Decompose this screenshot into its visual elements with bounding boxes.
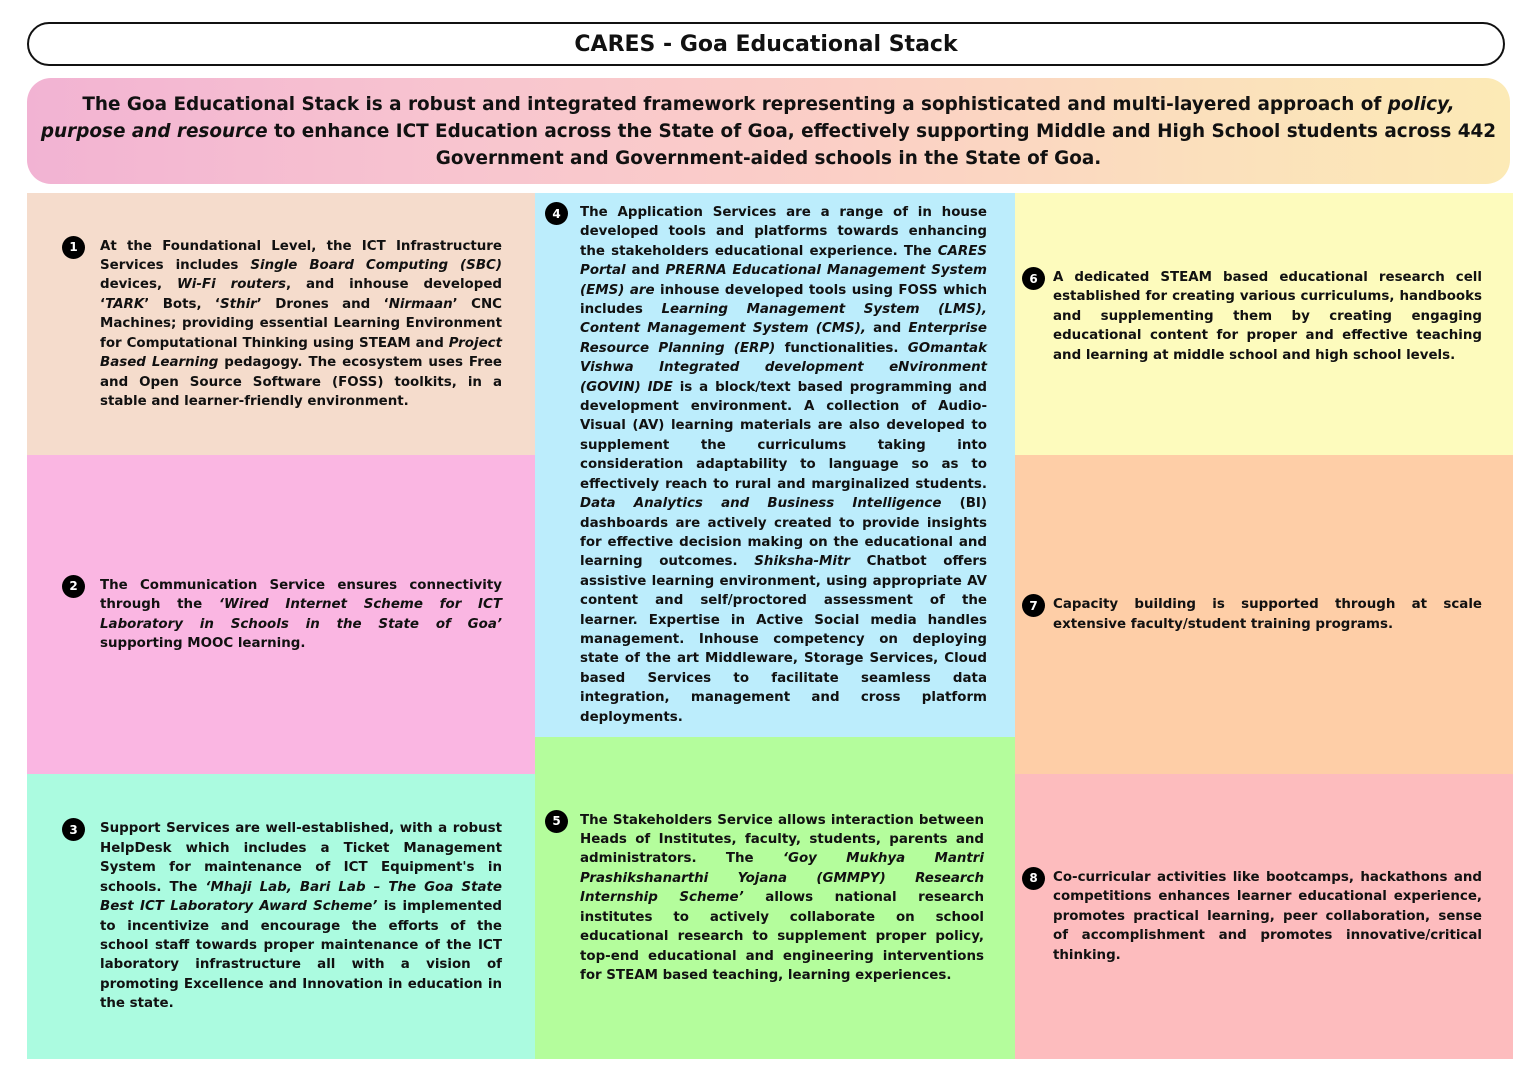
- stack-layer-1: [27, 193, 535, 455]
- text-segment: and: [625, 263, 666, 279]
- emphasized-text: Shiksha-Mitr: [754, 554, 850, 570]
- stack-layer-7: [1015, 455, 1513, 774]
- stack-layer-8: [1015, 774, 1513, 1059]
- emphasized-text: Sthir: [220, 296, 257, 312]
- layer-number-badge: 3: [62, 818, 85, 841]
- text-segment: , and inhouse developed ‘: [100, 277, 502, 312]
- emphasized-text: CARES Portal: [580, 243, 987, 279]
- text-segment: The Stakeholders Service allows interaction between Heads of Institutes, faculty, students, parents and administrators. The: [580, 812, 984, 867]
- layer-description: [580, 811, 984, 986]
- text-segment: is implemented to incentivize and encourage the efforts of the school staff towards proper maintenance of the ICT laboratory infrastructure all with a vision of promoting Excellence and Innovation in education in the state.: [100, 899, 502, 1012]
- layer-description: [100, 237, 502, 412]
- text-segment: pedagogy. The ecosystem uses Free and Open Source Software (FOSS) toolkits, in a stable and learner-friendly environment.: [100, 355, 502, 409]
- emphasized-text: Single Board Computing (SBC): [250, 258, 502, 274]
- page-title: CARES - Goa Educational Stack: [27, 22, 1505, 66]
- emphasized-text: GOmantak Vishwa Integrated development eNvironment (GOVIN) IDE: [580, 340, 987, 395]
- emphasized-text: Data Analytics and Business Intelligence: [580, 496, 942, 512]
- emphasized-text: Nirmaan: [388, 296, 453, 312]
- layer-number-badge: 2: [62, 575, 85, 598]
- text-segment: devices,: [100, 277, 177, 293]
- layer-description: [100, 576, 502, 654]
- layer-number-badge: 4: [545, 202, 568, 225]
- text-segment: and: [865, 321, 909, 337]
- text-segment: Support Services are well-established, with a robust HelpDesk which includes a Ticket Management System for maintenance of ICT Equipment's in schools. The: [100, 821, 502, 895]
- emphasized-text: Project Based Learning: [100, 335, 502, 371]
- intro-text: [37, 91, 1500, 172]
- emphasized-text: Enterprise Resource Planning (ERP): [580, 321, 987, 356]
- layer-description: [1053, 268, 1482, 365]
- text-segment: Chatbot offers assistive learning environment, using appropriate AV content and self/proctored assessment of the learner. Expertise in Active Social media handles management. Inhouse competency on deploying state of the art Middleware, Storage Services, Cloud based Services to facilitate seamless data integration, management and cross platform deployments.: [580, 554, 987, 725]
- emphasized-text: Learning Management System (LMS), Content Management System (CMS),: [580, 302, 988, 337]
- emphasized-text: ‘Mhaji Lab, Bari Lab – The Goa State Best ICT Laboratory Award Scheme’: [100, 879, 502, 915]
- stack-layer-3: [27, 774, 535, 1059]
- stack-layer-6: [1015, 193, 1513, 455]
- intro-banner: [27, 78, 1510, 184]
- layer-number-badge: 5: [545, 810, 568, 833]
- text-segment: The Application Services are a range of in house developed tools and platforms towards enhancing the stakeholders educational experience. The: [580, 205, 987, 259]
- text-segment: A dedicated STEAM based educational research cell established for creating various curriculums, handbooks and supplementing them by creating engaging educational content for proper and effective teaching and learning at middle school and high school levels.: [1053, 270, 1482, 363]
- text-segment: (BI) dashboards are actively created to provide insights for effective decision making on the educational and learning outcomes.: [580, 496, 987, 570]
- layer-number-badge: 8: [1022, 867, 1045, 890]
- text-segment: is a block/text based programming and development environment. A collection of Audio-Visual (AV) learning materials are also developed to supplement the curriculums taking into consideration adaptability to language so as to effectively reach to rural and marginalized students.: [580, 379, 987, 492]
- layer-description: [580, 203, 987, 727]
- emphasized-text: ‘Wired Internet Scheme for ICT Laboratory in Schools in the State of Goa’: [100, 597, 502, 632]
- stack-layer-5: [535, 737, 1015, 1059]
- text-segment: ’ Drones and ‘: [256, 296, 389, 312]
- stack-layer-2: [27, 455, 535, 774]
- emphasized-text: PRERNA Educational Management System (EMS) are: [580, 263, 987, 298]
- text-segment: The Communication Service ensures connectivity through the: [100, 577, 502, 613]
- intro-text-emphasis: policy, purpose and resource: [40, 93, 1455, 142]
- emphasized-text: Wi-Fi routers: [177, 277, 286, 293]
- stack-layer-4: [535, 193, 1015, 737]
- text-segment: At the Foundational Level, the ICT Infrastructure Services includes: [100, 238, 502, 274]
- text-segment: supporting MOOC learning.: [100, 635, 306, 651]
- layer-number-badge: 7: [1022, 594, 1045, 617]
- emphasized-text: TARK: [105, 296, 145, 312]
- text-segment: Capacity building is supported through at scale extensive faculty/student training programs.: [1053, 597, 1482, 632]
- text-segment: inhouse developed tools using FOSS which includes: [580, 282, 987, 318]
- text-segment: ’ CNC Machines; providing essential Learning Environment for Computational Thinking using STEAM and: [100, 296, 502, 351]
- text-segment: allows national research institutes to actively collaborate on school educational research to supplement proper policy, top-end educational and engineering interventions for STEAM based teaching, learning experiences.: [580, 890, 984, 983]
- intro-text-before: The Goa Educational Stack is a robust and integrated framework representing a sophisticated and multi-layered approach of: [82, 93, 1388, 115]
- layer-description: [100, 819, 502, 1013]
- text-segment: ’ Bots, ‘: [144, 296, 221, 312]
- text-segment: functionalities.: [775, 340, 908, 356]
- layer-description: [1053, 595, 1482, 634]
- layer-description: [1053, 868, 1482, 965]
- layer-number-badge: 6: [1022, 267, 1045, 290]
- intro-text-after: to enhance ICT Education across the State of Goa, effectively supporting Middle and High School students across 442 Government and Government-aided schools in the State of Goa.: [267, 120, 1497, 169]
- text-segment: Co-curricular activities like bootcamps, hackathons and competitions enhances learner educational experience, promotes practical learning, peer collaboration, sense of accomplishment and promotes innovative/critical thinking.: [1053, 869, 1482, 963]
- layer-number-badge: 1: [62, 236, 85, 259]
- emphasized-text: ‘Goy Mukhya Mantri Prashikshanarthi Yojana (GMMPY) Research Internship Scheme’: [580, 851, 984, 906]
